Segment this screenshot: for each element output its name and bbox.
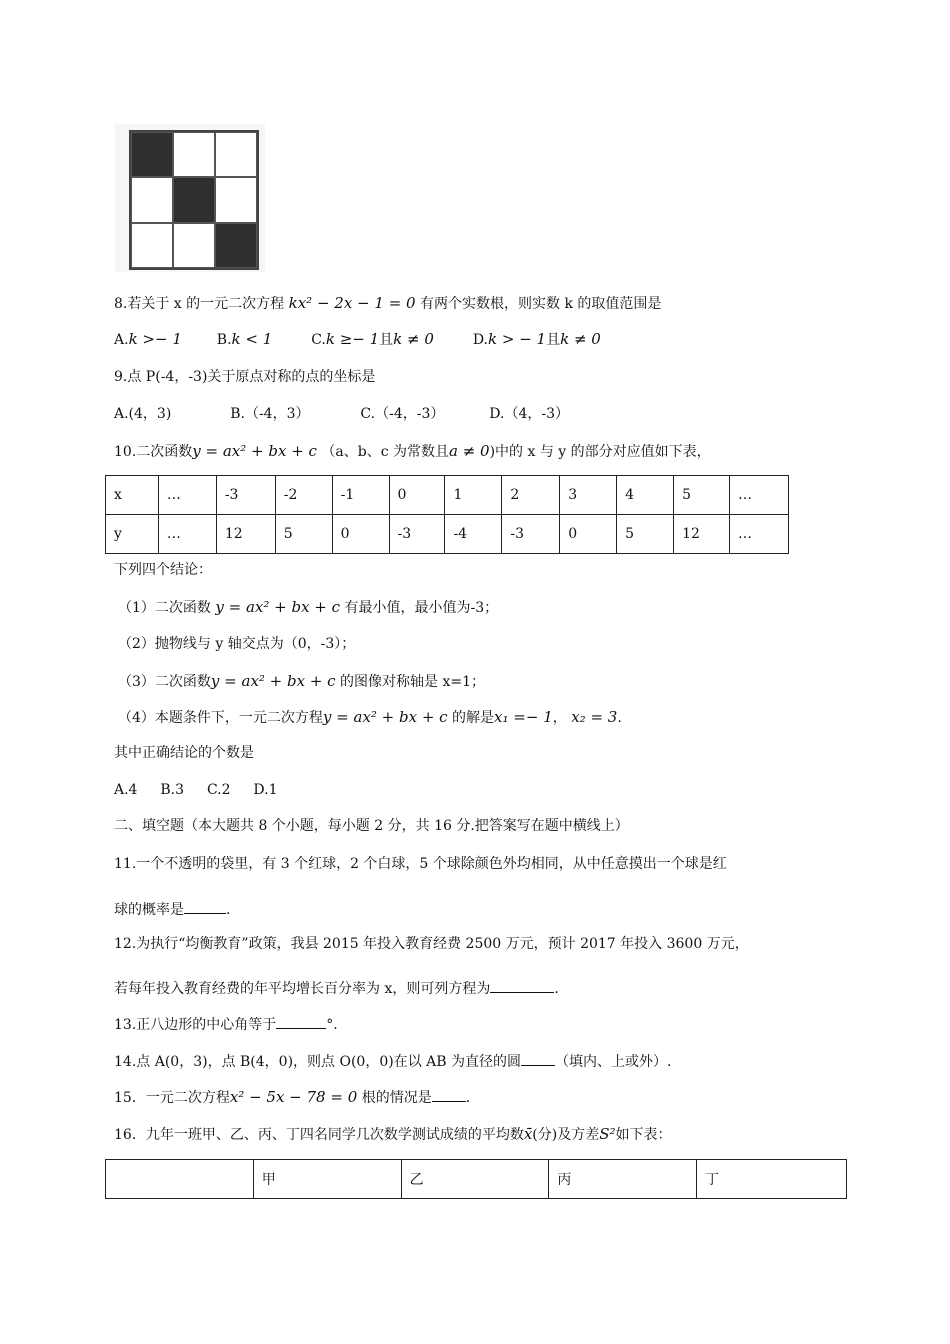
table-row [106, 515, 789, 554]
grid-cell [215, 132, 257, 177]
table-cell: -3 [216, 476, 275, 515]
q12-answer-blank[interactable] [490, 978, 554, 993]
q15-line: 15．一元二次方程x² − 5x − 78 = 0 根的情况是 . [114, 1088, 471, 1106]
q16-score-table [105, 1159, 847, 1199]
q15-equation: x² − 5x − 78 = 0 [229, 1088, 358, 1106]
q10-options [114, 780, 278, 800]
q10-equation: y = ax² + bx + c [192, 442, 317, 460]
grid-cell [131, 177, 173, 222]
q10-stem: 10.二次函数y = ax² + bx + c （a、b、c 为常数且a ≠ 0)中的 x 与 y 的部分对应值如下表， [114, 442, 711, 460]
q10-ask: 其中正确结论的个数是 [114, 745, 254, 761]
table-cell: -2 [275, 476, 332, 515]
q11-answer-blank[interactable] [184, 899, 226, 914]
q14-line: 14.点 A(0，3)，点 B(4，0)，则点 O(0，0)在以 AB 为直径的圆 （填内、上或外）. [114, 1051, 671, 1072]
grid-cell [173, 223, 215, 268]
q16-header-ding: 丁 [697, 1160, 847, 1199]
table-cell: 4 [617, 476, 674, 515]
table-cell: … [158, 515, 216, 554]
q8-stem-text: 8.若关于 x 的一元二次方程 [114, 296, 285, 312]
q10-value-table [105, 475, 789, 554]
q13-answer-blank[interactable] [276, 1014, 326, 1029]
q9-option-c[interactable]: C.（-4，-3） [360, 406, 445, 422]
table-cell: 2 [502, 476, 560, 515]
q8-option-a[interactable]: A.k >− 1 [114, 330, 182, 348]
q10-intro: 下列四个结论： [114, 562, 212, 578]
q15-answer-blank[interactable] [432, 1087, 466, 1102]
q10-conclusion-1: （1）二次函数 y = ax² + bx + c 有最小值，最小值为-3； [118, 598, 499, 616]
grid-cell-shaded [131, 132, 173, 177]
q16-header-row [106, 1160, 847, 1199]
table-cell: 3 [560, 476, 617, 515]
q16-variance-symbol: S² [599, 1125, 616, 1143]
q9-option-b[interactable]: B.（-4，3） [230, 406, 310, 422]
table-cell: -1 [332, 476, 389, 515]
q11-line-1: 11.一个不透明的袋里，有 3 个红球，2 个白球，5 个球除颜色外均相同，从中任意摸出一个球是红 [114, 856, 727, 872]
q8-stem [114, 293, 661, 314]
q13-line: 13.正八边形的中心角等于 °. [114, 1014, 338, 1035]
q14-answer-blank[interactable] [521, 1051, 555, 1066]
table-cell: 1 [445, 476, 502, 515]
checkerboard-grid [129, 130, 259, 270]
table-cell: 0 [389, 476, 445, 515]
grid-cell [215, 177, 257, 222]
table-cell: 5 [674, 476, 730, 515]
table-cell: y [106, 515, 159, 554]
q10-conclusion-2: （2）抛物线与 y 轴交点为（0，-3）； [118, 636, 356, 652]
q12-line-1: 12.为执行“均衡教育”政策，我县 2015 年投入教育经费 2500 万元，预计 2017 年投入 3600 万元， [114, 936, 749, 952]
q16-mean-symbol: x̄ [523, 1125, 533, 1143]
q16-header-yi: 乙 [401, 1160, 549, 1199]
grid-cell [173, 132, 215, 177]
q10-conclusion-3: （3）二次函数y = ax² + bx + c 的图像对称轴是 x=1； [118, 672, 486, 690]
q10-option-d[interactable]: D.1 [253, 782, 278, 798]
table-cell: -3 [502, 515, 560, 554]
table-cell: 12 [216, 515, 275, 554]
table-cell: x [106, 476, 159, 515]
table-cell: -3 [389, 515, 445, 554]
q11-line-2: 球的概率是 . [114, 899, 230, 920]
table-cell: -4 [445, 515, 502, 554]
table-cell: 0 [332, 515, 389, 554]
table-cell: 5 [275, 515, 332, 554]
grid-cell [131, 223, 173, 268]
q8-stem-text-end: 有两个实数根，则实数 k 的取值范围是 [420, 296, 662, 312]
q16-header-jia: 甲 [253, 1160, 401, 1199]
q8-options [114, 329, 601, 350]
table-cell: … [730, 476, 789, 515]
q10-option-b[interactable]: B.3 [160, 782, 185, 798]
q9-option-a[interactable]: A.(4，3) [114, 406, 172, 422]
q16-header-blank [106, 1160, 254, 1199]
table-row [106, 476, 789, 515]
q8-equation: kx² − 2x − 1 = 0 [288, 294, 416, 312]
table-cell: 5 [617, 515, 674, 554]
grid-cell-shaded [215, 223, 257, 268]
q8-option-b[interactable]: B.k < 1 [216, 330, 273, 348]
q16-stem: 16．九年一班甲、乙、丙、丁四名同学几次数学测试成绩的平均数x̄(分)及方差S²如下表： [114, 1125, 672, 1143]
q8-option-d[interactable]: D.k > − 1且k ≠ 0 [472, 330, 601, 348]
q9-options [114, 404, 569, 424]
grid-cell-shaded [173, 177, 215, 222]
q16-header-bing: 丙 [549, 1160, 697, 1199]
section-2-heading: 二、填空题（本大题共 8 个小题，每小题 2 分，共 16 分.把答案写在题中横线上） [114, 818, 629, 834]
table-cell: … [158, 476, 216, 515]
q10-conclusion-4: （4）本题条件下，一元二次方程y = ax² + bx + c 的解是x₁ =− 1， x₂ = 3. [118, 708, 622, 726]
q8-option-c[interactable]: C.k ≥− 1且k ≠ 0 [311, 330, 434, 348]
q10-option-c[interactable]: C.2 [206, 782, 231, 798]
table-cell: 0 [560, 515, 617, 554]
q9-option-d[interactable]: D.（4，-3） [489, 406, 570, 422]
q9-stem: 9.点 P(-4，-3)关于原点对称的点的坐标是 [114, 369, 376, 385]
q10-option-a[interactable]: A.4 [114, 782, 138, 798]
table-cell: … [730, 515, 789, 554]
checkerboard-figure [115, 124, 265, 272]
q12-line-2: 若每年投入教育经费的年平均增长百分率为 x，则可列方程为 . [114, 978, 559, 999]
table-cell: 12 [674, 515, 730, 554]
